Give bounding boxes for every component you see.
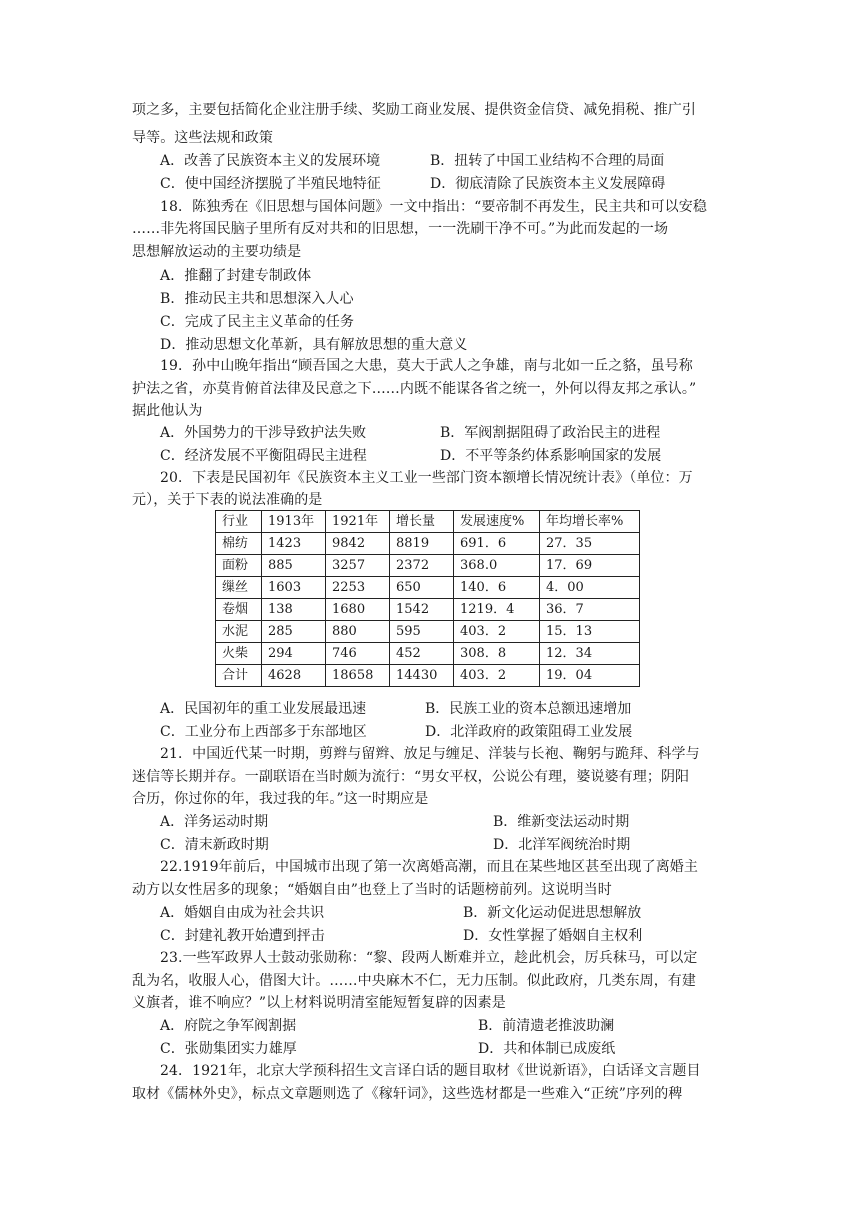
table-header-cell: 1913年 [262,511,326,533]
table-cell: 140．6 [454,577,540,599]
table-cell: 36．7 [540,599,640,621]
q18-option-b: B．推动民主共和思想深入人心 [160,291,354,307]
q19-stem-line: 19．孙中山晚年指出“顾吾国之大患，莫大于武人之争雄，南与北如一丘之貉，虽号称 [160,358,693,374]
table-cell: 746 [326,643,390,665]
q22-option-b: B．新文化运动促进思想解放 [463,905,642,921]
table-cell: 缫丝 [216,577,262,599]
q18-option-a: A．推翻了封建专制政体 [160,268,312,284]
q17-option-d: D．彻底清除了民族资本主义发展障碍 [430,176,666,192]
q23-option-c: C．张勋集团实力雄厚 [160,1041,297,1057]
q19-option-a: A．外国势力的干涉导致护法失败 [160,425,367,441]
q20-option-b: B．民族工业的资本总额迅速增加 [425,701,632,717]
table-cell: 368.0 [454,555,540,577]
table-row [216,665,640,687]
table-cell: 火柴 [216,643,262,665]
q21-option-d: D．北洋军阀统治时期 [493,837,631,853]
table-cell: 308．8 [454,643,540,665]
q21-stem-line: 21．中国近代某一时期，剪辫与留辫、放足与缠足、洋装与长袍、鞠躬与跪拜、科学与 [160,746,700,762]
table-cell: 18658 [326,665,390,687]
q23-stem-line: 乱为名，收服人心，借图大计。……中央麻木不仁，无力压制。似此政府，几类东周，有建 [132,973,696,989]
q19-option-b: B．军阀割据阻碍了政治民主的进程 [440,425,661,441]
table-cell: 691．6 [454,533,540,555]
table-cell: 水泥 [216,621,262,643]
table-cell: 403．2 [454,621,540,643]
table-cell: 14430 [390,665,454,687]
q18-option-d: D．推动思想文化革新，具有解放思想的重大意义 [160,337,468,353]
table-row [216,533,640,555]
table-header-cell: 1921年 [326,511,390,533]
table-cell: 棉纺 [216,533,262,555]
q18-stem-line: 18．陈独秀在《旧思想与国体问题》一文中指出：“要帝制不再发生，民主共和可以安稳 [160,199,707,215]
q17-option-b: B．扭转了中国工业结构不合理的局面 [430,153,665,169]
q19-stem-line: 据此他认为 [132,403,203,419]
table-cell: 17．69 [540,555,640,577]
q20-option-d: D．北洋政府的政策阻碍工业发展 [425,724,633,740]
q23-option-d: D．共和体制已成废纸 [478,1041,616,1057]
q20-stem-line: 元），关于下表的说法准确的是 [132,492,323,508]
q19-stem-line: 护法之省，亦莫肯俯首法律及民意之下……内既不能谋各省之统一，外何以得友邦之承认。” [132,381,697,397]
q24-stem-line: 取材《儒林外史》，标点文章题则选了《稼轩词》，这些选材都是一些难入“正统”序列的稗 [132,1086,683,1102]
table-cell: 294 [262,643,326,665]
table-cell: 9842 [326,533,390,555]
table-row [216,577,640,599]
table-row [216,599,640,621]
table-cell: 1603 [262,577,326,599]
table-cell: 1542 [390,599,454,621]
table-cell: 2372 [390,555,454,577]
table-cell: 403．2 [454,665,540,687]
q18-option-c: C．完成了民主主义革命的任务 [160,314,355,330]
q21-option-b: B．维新变法运动时期 [493,814,630,830]
table-cell: 19．04 [540,665,640,687]
table-cell: 1423 [262,533,326,555]
table-cell: 452 [390,643,454,665]
q18-stem-line: 思想解放运动的主要功绩是 [132,244,302,260]
q21-stem-line: 迷信等长期并存。一副联语在当时颇为流行：“男女平权，公说公有理，婆说婆有理；阴阳 [132,769,690,785]
q19-option-c: C．经济发展不平衡阻碍民主进程 [160,448,367,464]
table-cell: 8819 [390,533,454,555]
table-cell: 4628 [262,665,326,687]
q17-stem-line: 项之多，主要包括简化企业注册手续、奖励工商业发展、提供资金信贷、减免捐税、推广引 [132,102,696,118]
table-row [216,621,640,643]
table-header-row [216,511,640,533]
table-cell: 595 [390,621,454,643]
q22-option-d: D．女性掌握了婚姻自主权利 [463,928,643,944]
table-cell: 15．13 [540,621,640,643]
table-cell: 1219．4 [454,599,540,621]
table-cell: 卷烟 [216,599,262,621]
q17-option-c: C．使中国经济摆脱了半殖民地特征 [160,176,381,192]
capital-growth-table [215,510,640,687]
q21-stem-line: 合历，你过你的年，我过我的年。”这一时期应是 [132,791,429,807]
table-cell: 4．00 [540,577,640,599]
table-cell: 1680 [326,599,390,621]
table-header-cell: 发展速度% [454,511,540,533]
table-cell: 3257 [326,555,390,577]
q22-stem-line: 22.1919年前后，中国城市出现了第一次离婚高潮，而且在某些地区甚至出现了离婚主 [160,859,698,875]
table-cell: 合计 [216,665,262,687]
table-cell: 885 [262,555,326,577]
q23-option-a: A．府院之争军阀割据 [160,1018,297,1034]
q22-option-a: A．婚姻自由成为社会共识 [160,905,325,921]
q23-stem-line: 23.一些军政界人士鼓动张勋称：“黎、段两人断难并立，趁此机会，厉兵秣马，可以定 [160,950,698,966]
q21-option-a: A．洋务运动时期 [160,814,269,830]
q21-option-c: C．清末新政时期 [160,837,269,853]
q20-option-a: A．民国初年的重工业发展最迅速 [160,701,367,717]
table-header-cell: 增长量 [390,511,454,533]
table-row [216,643,640,665]
q17-stem-line: 导等。这些法规和政策 [132,130,273,146]
q17-option-a: A．改善了民族资本主义的发展环境 [160,153,381,169]
table-header-cell: 年均增长率% [540,511,640,533]
table-cell: 650 [390,577,454,599]
q23-option-b: B．前清遗老推波助澜 [478,1018,615,1034]
table-cell: 285 [262,621,326,643]
table-cell: 12．34 [540,643,640,665]
q23-stem-line: 义旗者，谁不响应？”以上材料说明清室能短暂复辟的因素是 [132,995,506,1011]
table-cell: 2253 [326,577,390,599]
q22-stem-line: 动方以女性居多的现象；“婚姻自由”也登上了当时的话题榜前列。这说明当时 [132,882,612,898]
q20-stem-line: 20．下表是民国初年《民族资本主义工业一些部门资本额增长情况统计表》（单位：万 [160,470,693,486]
q19-option-d: D．不平等条约体系影响国家的发展 [440,448,662,464]
table-cell: 27．35 [540,533,640,555]
q24-stem-line: 24．1921年，北京大学预科招生文言译白话的题目取材《世说新语》，白话译文言题目 [160,1063,701,1079]
table-cell: 880 [326,621,390,643]
table-cell: 138 [262,599,326,621]
q18-stem-line: ……非先将国民脑子里所有反对共和的旧思想，一一洗刷干净不可。”为此而发起的一场 [132,221,669,237]
table-row [216,555,640,577]
q20-option-c: C．工业分布上西部多于东部地区 [160,724,367,740]
table-header-cell: 行业 [216,511,262,533]
table-cell: 面粉 [216,555,262,577]
q22-option-c: C．封建礼教开始遭到抨击 [160,928,325,944]
